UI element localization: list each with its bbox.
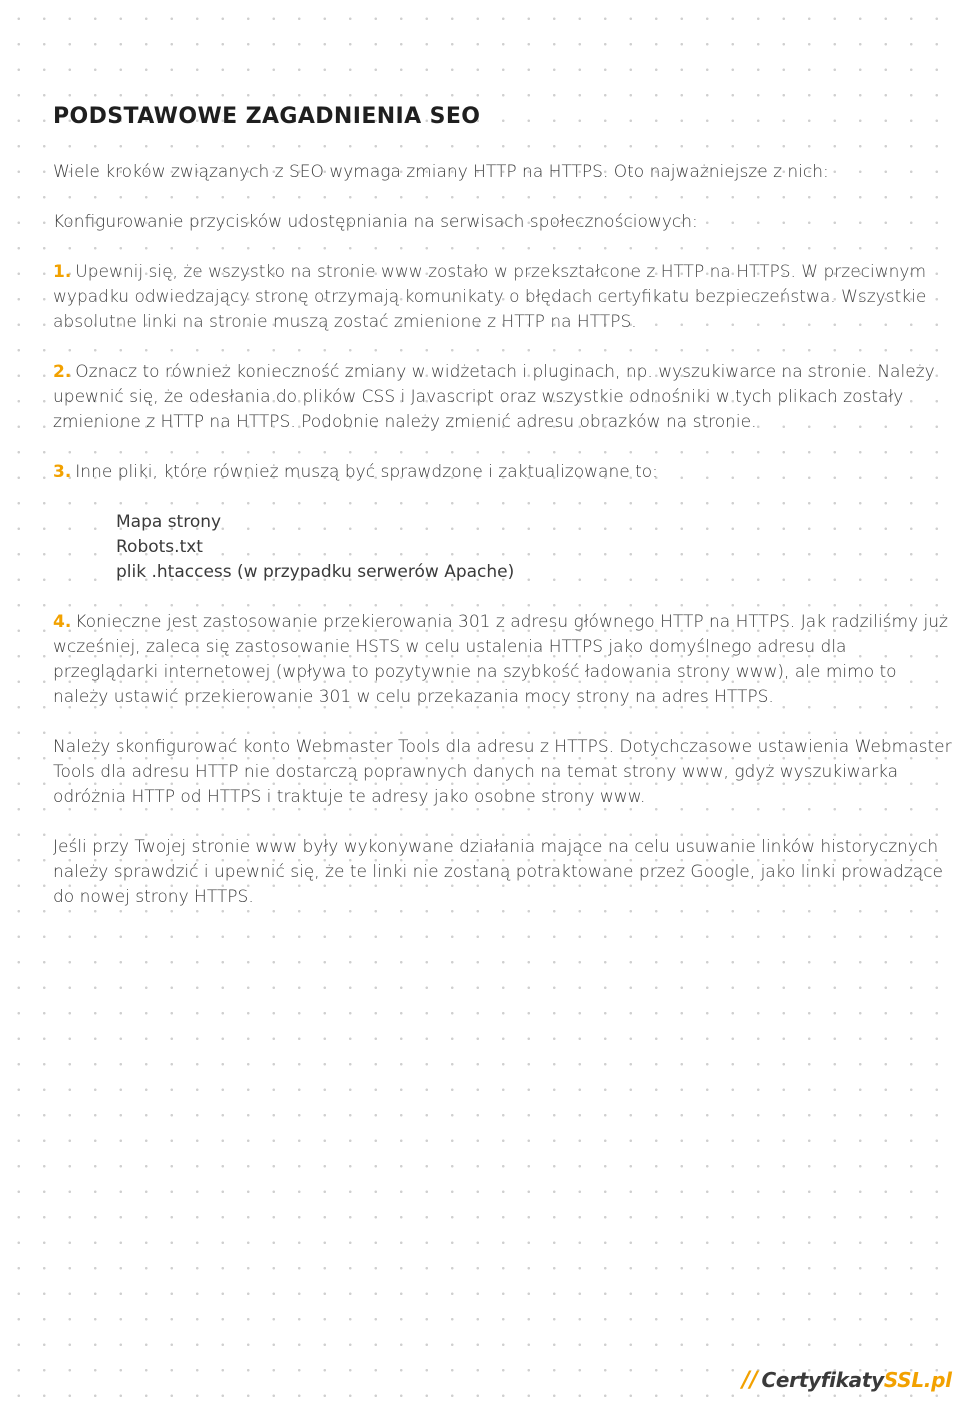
logo-slash-mark: // — [742, 1367, 758, 1393]
step-1 — [53, 260, 953, 335]
step-text: Upewnij się, że wszystko na stronie www zostało w przekształcone z HTTP na HTTPS. W przeciwnym wypadku odwiedzający stronę otrzymają komunikaty o błędach certyfikatu bezpieczeństwa. Wszystkie absolutne linki na stronie muszą zostać zmienione z HTTP na HTTPS. — [53, 262, 927, 332]
logo-text-accent: SSL.pl — [883, 1368, 952, 1392]
links-paragraph: Jeśli przy Twojej stronie www były wykonywane działania mające na celu usuwanie linków historycznych należy sprawdzić i upewnić się, że te linki nie zostaną potraktowane przez Google, jako linki prowadzące do nowej strony HTTPS. — [53, 837, 944, 907]
list-item: plik .htaccess (w przypadku serwerów Apache) — [116, 562, 515, 582]
step-2 — [53, 360, 953, 435]
step-text: Konieczne jest zastosowanie przekierowania 301 z adresu głównego HTTP na HTTPS. Jak radziliśmy już wcześniej, zaleca się zastosowanie HSTS w celu ustalenia HTTPS jako domyślnego adresu dla przeglądarki internetowej (wpływa to pozytywnie na szybkość ładowania strony www), ale mimo to należy ustawić przekierowanie 301 w celu przekazania mocy strony na adres HTTPS. — [53, 612, 948, 707]
step-3 — [53, 460, 953, 485]
step-number: 4. — [53, 612, 72, 632]
page-title: PODSTAWOWE ZAGADNIENIA SEO — [53, 104, 481, 129]
webmaster-paragraph: Należy skonfigurować konto Webmaster Tools dla adresu z HTTPS. Dotychczasowe ustawienia Webmaster Tools dla adresu HTTP nie dostarczą poprawnych danych na temat strony www, gdyż wyszukiwarka odróżnia HTTP od HTTPS i traktuje te adresy jako osobne strony www. — [53, 737, 952, 807]
social-buttons-subheading: Konfigurowanie przycisków udostępniania na serwisach społecznościowych: — [53, 212, 698, 232]
step-4 — [53, 610, 953, 710]
brand-logo — [742, 1366, 952, 1394]
intro-paragraph: Wiele kroków związanych z SEO wymaga zmiany HTTP na HTTPS. Oto najważniejsze z nich: — [53, 162, 829, 182]
step-text: Oznacz to również konieczność zmiany w widżetach i pluginach, np. wyszukiwarce na stronie. Należy upewnić się, że odesłania do plików CSS i Javascript oraz wszystkie odnośniki w tych plikach zostały zmienione z HTTP na HTTPS. Podobnie należy zmienić adresu obrazków na stronie. — [53, 362, 935, 432]
document-page — [53, 100, 953, 910]
files-list — [116, 510, 953, 585]
list-item: Robots.txt — [116, 537, 203, 557]
list-item: Mapa strony — [116, 512, 222, 532]
logo-text-main: Certyfikaty — [761, 1368, 884, 1392]
step-number: 3. — [53, 462, 72, 482]
step-text: Inne pliki, które również muszą być sprawdzone i zaktualizowane to: — [75, 462, 658, 482]
step-number: 1. — [53, 262, 72, 282]
step-number: 2. — [53, 362, 72, 382]
